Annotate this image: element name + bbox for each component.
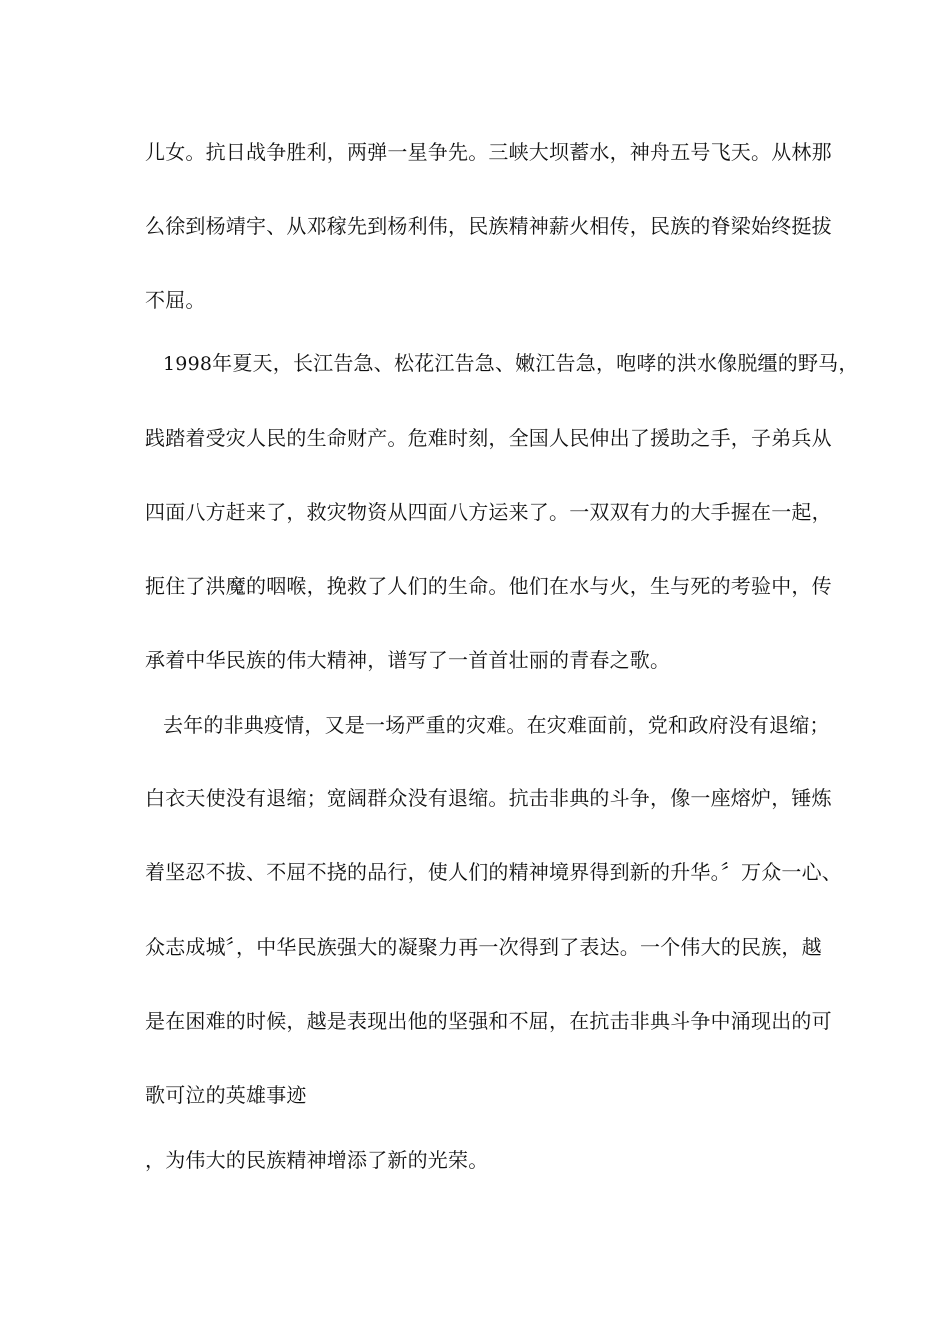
paragraph-line-5: 践踏着受灾人民的生命财产。危难时刻，全国人民伸出了援助之手，子弟兵从 bbox=[145, 426, 832, 450]
paragraph-line-6: 四面八方赶来了，救灾物资从四面八方运来了。一双双有力的大手握在一起， bbox=[145, 500, 832, 524]
paragraph-line-1: 儿女。抗日战争胜利，两弹一星争先。三峡大坝蓄水，神舟五号飞天。从林那 bbox=[145, 140, 832, 164]
paragraph-line-2: 么徐到杨靖宇、从邓稼先到杨利伟，民族精神薪火相传，民族的脊梁始终挺拔 bbox=[145, 214, 832, 238]
year-number: 1998 bbox=[163, 353, 213, 375]
paragraph-line-9: 去年的非典疫情，又是一场严重的灾难。在灾难面前，党和政府没有退缩； bbox=[163, 713, 830, 737]
paragraph-line-4-text: 年夏天，长江告急、松花江告急、嫩江告急，咆哮的洪水像脱缰的野马， bbox=[212, 351, 859, 375]
paragraph-line-14: 歌可泣的英雄事迹 bbox=[145, 1083, 307, 1107]
paragraph-line-7: 扼住了洪魔的咽喉，挽救了人们的生命。他们在水与火，生与死的考验中，传 bbox=[145, 574, 832, 598]
paragraph-line-3: 不屈。 bbox=[145, 288, 206, 312]
paragraph-line-4 bbox=[163, 351, 859, 376]
paragraph-line-12: 众志成城〞，中华民族强大的凝聚力再一次得到了表达。一个伟大的民族，越 bbox=[145, 935, 822, 959]
paragraph-line-10: 白衣天使没有退缩；宽阔群众没有退缩。抗击非典的斗争，像一座熔炉，锤炼 bbox=[145, 786, 832, 810]
paragraph-line-11: 着坚忍不拔、不屈不挠的品行，使人们的精神境界得到新的升华。〞万众一心、 bbox=[145, 860, 842, 884]
paragraph-line-15: ，为伟大的民族精神增添了新的光荣。 bbox=[145, 1148, 489, 1172]
paragraph-line-8: 承着中华民族的伟大精神，谱写了一首首壮丽的青春之歌。 bbox=[145, 648, 671, 672]
paragraph-line-13: 是在困难的时候，越是表现出他的坚强和不屈，在抗击非典斗争中涌现出的可 bbox=[145, 1009, 832, 1033]
